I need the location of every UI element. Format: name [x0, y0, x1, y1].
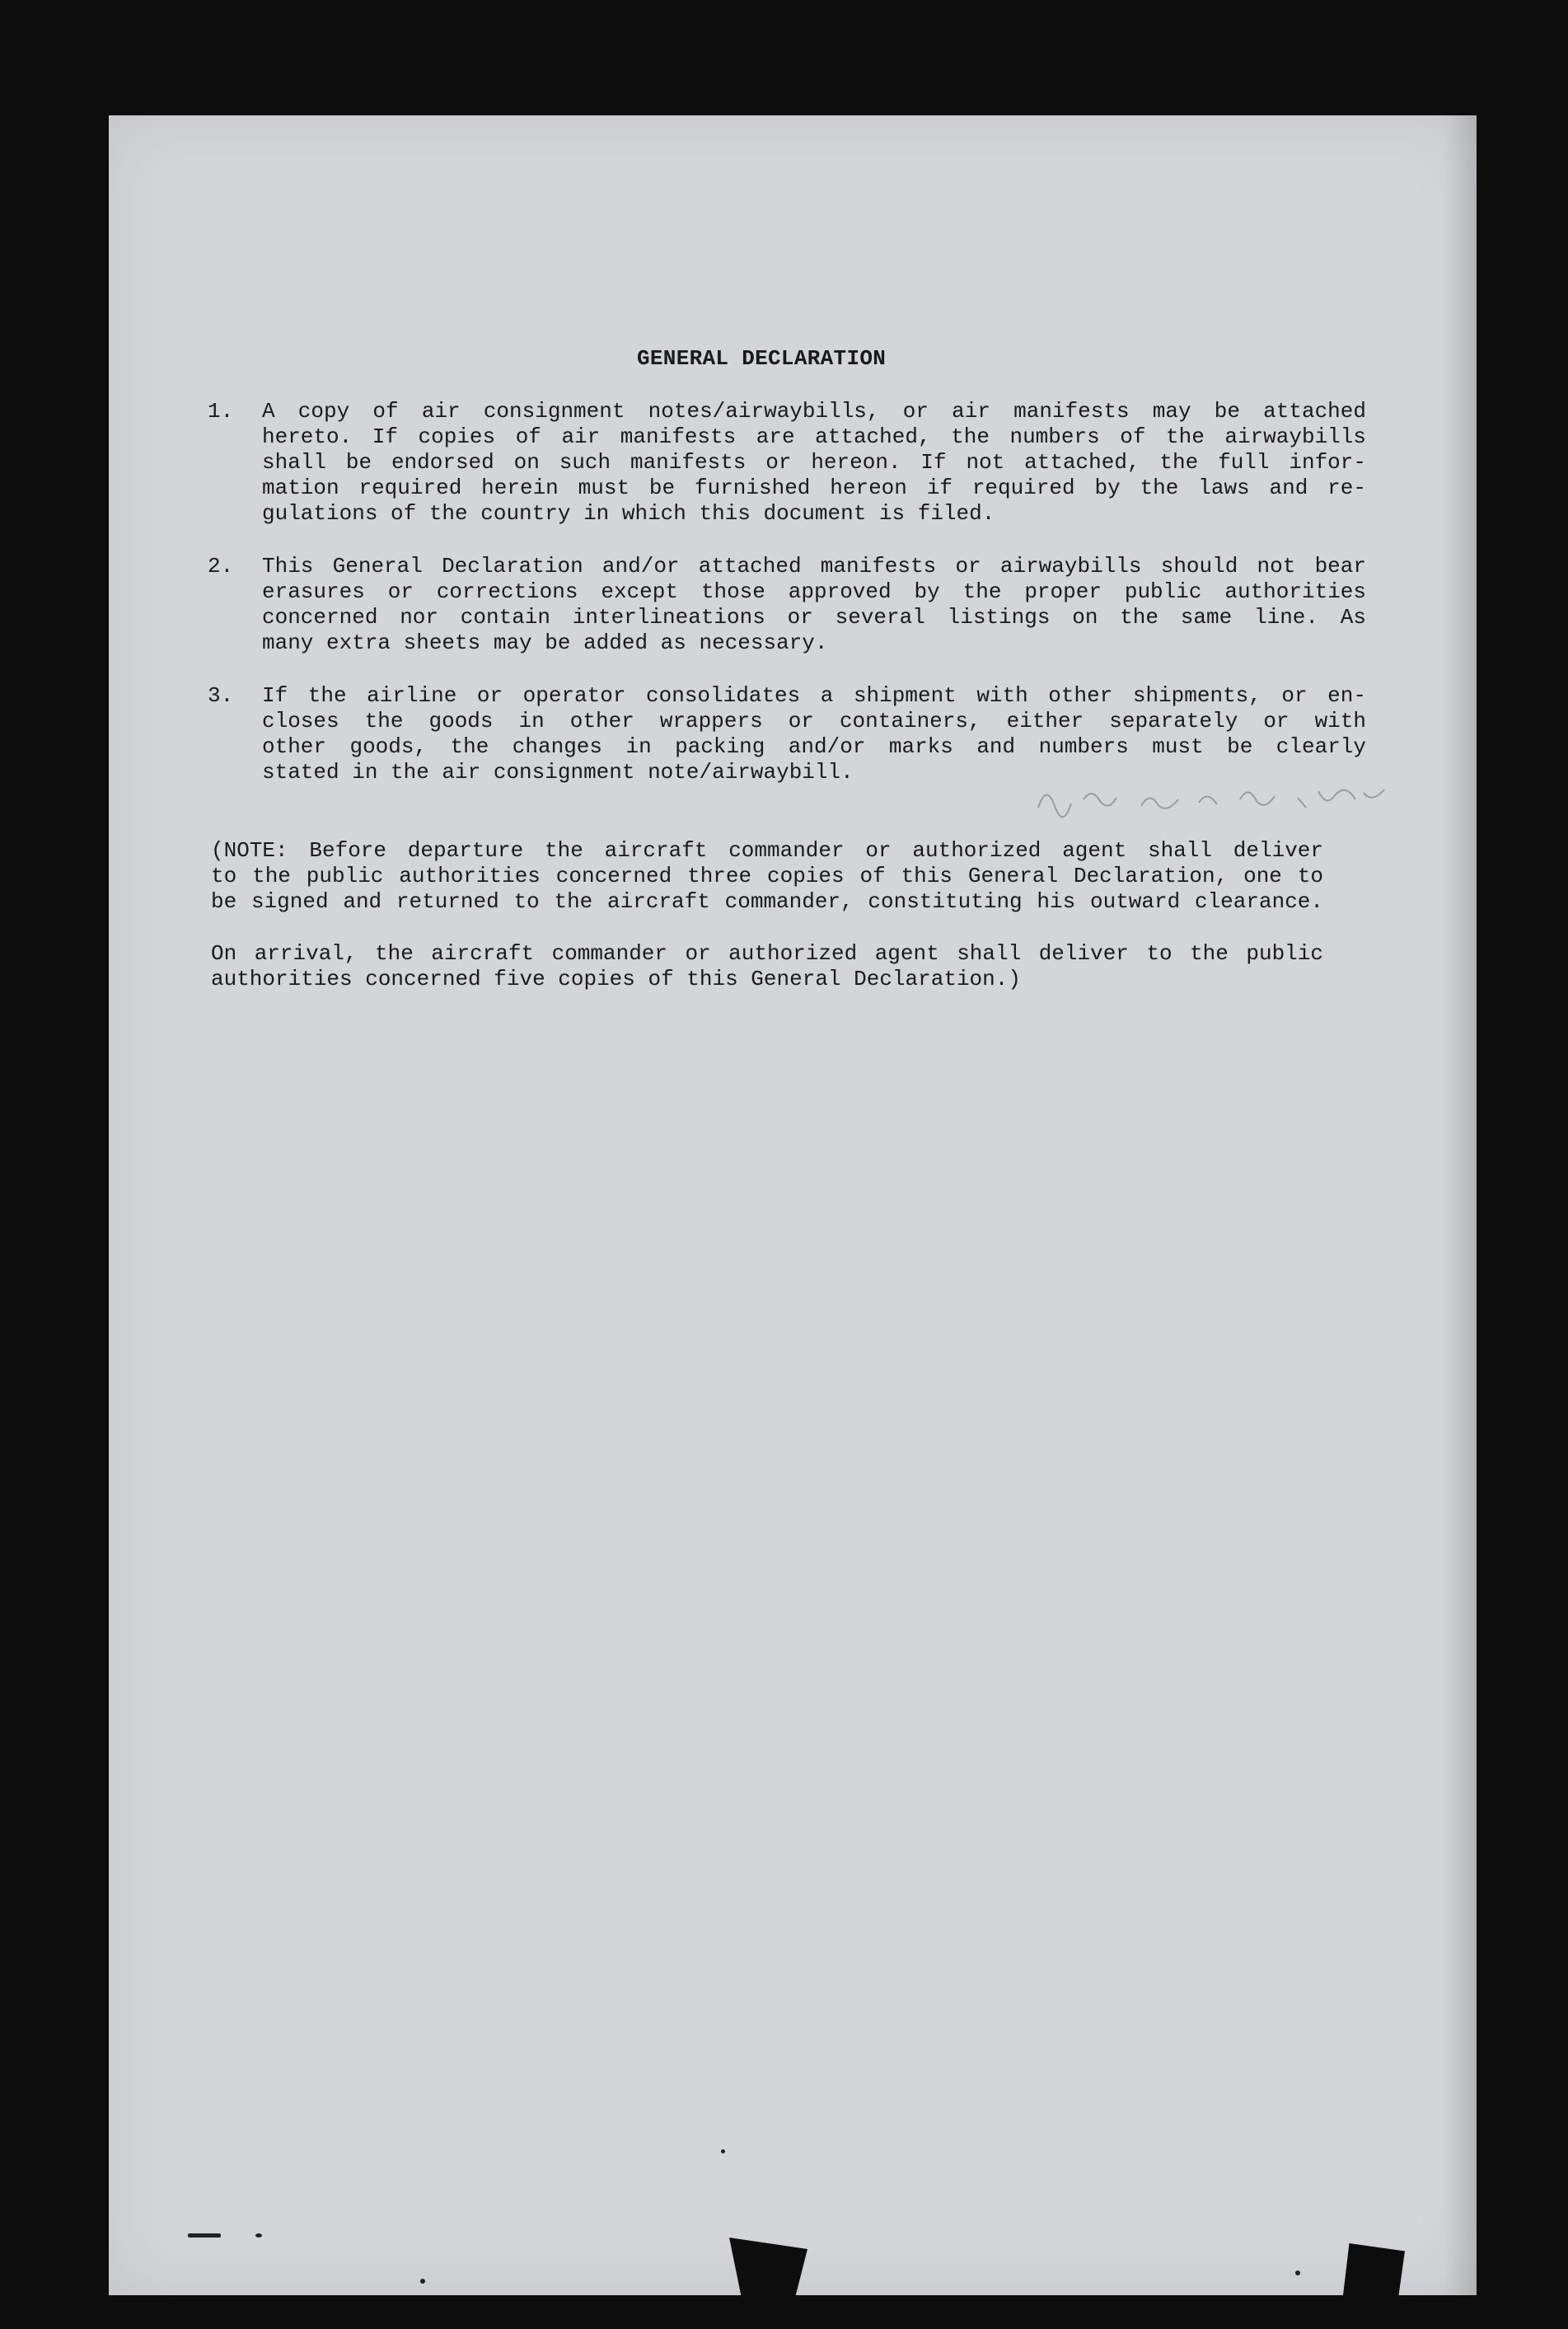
scan-speck	[1295, 2270, 1300, 2275]
handwritten-mark	[1034, 775, 1388, 824]
page-edge-shadow	[1444, 115, 1477, 2295]
scan-speck	[255, 2233, 262, 2238]
item-line: other goods, the changes in packing and/or marks and numbers must be clearly	[262, 734, 1366, 759]
item-line: closes the goods in other wrappers or containers, either separately or with	[262, 709, 1366, 733]
item-text	[262, 399, 1366, 527]
note-section	[211, 838, 1323, 915]
item-line: concerned nor contain interlineations or several listings on the same line. As	[262, 605, 1366, 630]
item-line: hereto. If copies of air manifests are attached, the numbers of the airwaybills	[262, 424, 1366, 449]
item-line: gulations of the country in which this document is filed.	[262, 501, 995, 526]
item-line: A copy of air consignment notes/airwaybills, or air manifests may be attached	[262, 399, 1366, 424]
note-line: (NOTE: Before departure the aircraft commander or authorized agent shall deliver	[211, 838, 1323, 863]
item-line: stated in the air consignment note/airwaybill.	[262, 760, 854, 785]
item-line: many extra sheets may be added as necessary.	[262, 630, 828, 655]
arrival-line: On arrival, the aircraft commander or authorized agent shall deliver to the public	[211, 941, 1323, 966]
scan-speck	[721, 2149, 725, 2153]
item-line: erasures or corrections except those approved by the proper public authorities	[262, 579, 1366, 604]
item-line: If the airline or operator consolidates a shipment with other shipments, or en-	[262, 683, 1366, 708]
item-number: 1.	[208, 399, 234, 424]
item-number: 3.	[208, 683, 234, 708]
item-line: shall be endorsed on such manifests or hereon. If not attached, the full infor-	[262, 450, 1366, 475]
scan-artifact	[1343, 2243, 1405, 2295]
arrival-section	[211, 941, 1323, 992]
note-line: to the public authorities concerned three copies of this General Declaration, one to	[211, 864, 1323, 888]
scan-speck	[420, 2279, 425, 2284]
scan-speck	[188, 2233, 221, 2238]
item-number: 2.	[208, 554, 234, 579]
arrival-line: authorities concerned five copies of this General Declaration.)	[211, 967, 1021, 991]
item-text	[262, 683, 1366, 785]
note-line: be signed and returned to the aircraft commander, constituting his outward clearance.	[211, 889, 1323, 914]
document-title: GENERAL DECLARATION	[637, 346, 887, 371]
item-text	[262, 554, 1366, 656]
item-line: This General Declaration and/or attached manifests or airwaybills should not bear	[262, 554, 1366, 579]
item-line: mation required herein must be furnished hereon if required by the laws and re-	[262, 476, 1366, 500]
